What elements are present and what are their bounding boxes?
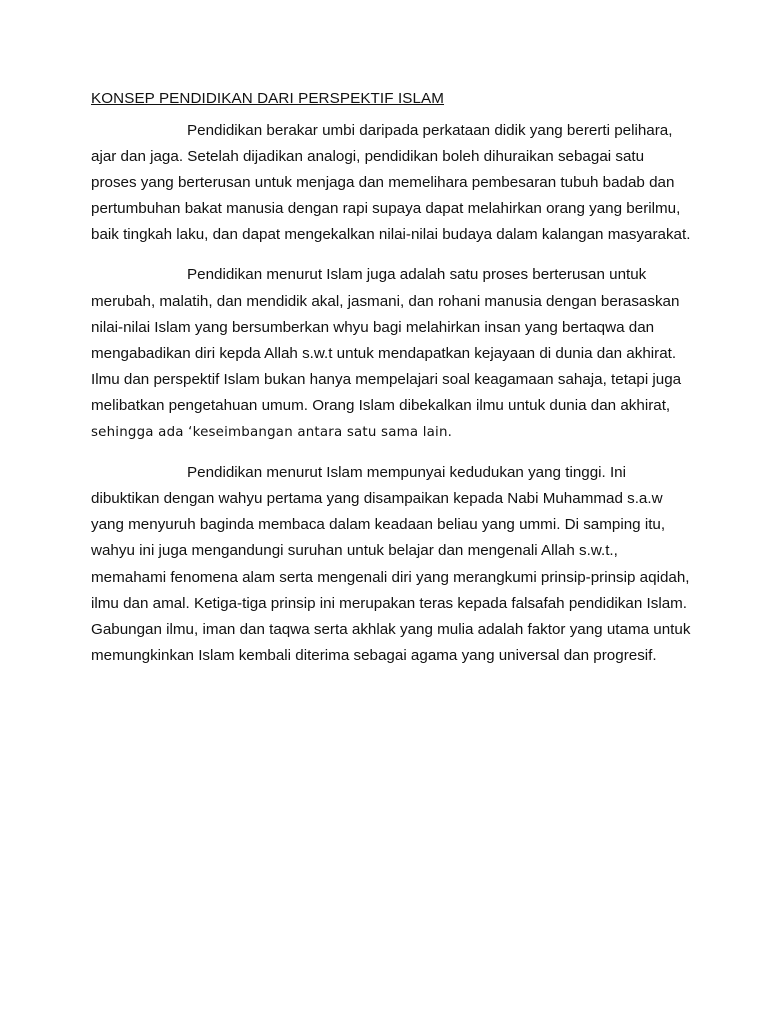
paragraph-2-text: Pendidikan menurut Islam juga adalah satu proses berterusan untuk merubah, malatih, dan mendidik akal, jasmani, dan rohani manusia dengan berasaskan nilai-nilai Islam yang bersumberkan whyu bagi melahirkan insan yang bertaqwa dan mengabadikan diri kepda Allah s.w.t untuk mendapatkan kejayaan di dunia dan akhirat. Ilmu dan perspektif Islam bukan hanya mempelajari soal keagamaan sahaja, tetapi juga melibatkan pengetahuan umum. Orang Islam dibekalkan ilmu untuk dunia dan akhirat, [91,266,682,414]
paragraph-1 [91,118,691,248]
document-title: KONSEP PENDIDIKAN DARI PERSPEKTIF ISLAM [91,90,445,107]
paragraph-2-tail: sehingga ada ‘keseimbangan antara satu sama lain. [91,425,453,441]
paragraph-3-text: Pendidikan menurut Islam mempunyai kedudukan yang tinggi. Ini dibuktikan dengan wahyu pertama yang disampaikan kepada Nabi Muhammad s.a.w yang menyuruh baginda membaca dalam keadaan beliau yang ummi. Di samping itu, wahyu ini juga mengandungi suruhan untuk belajar dan mengenali Allah s.w.t., memahami fenomena alam serta mengenali diri yang merangkumi prinsip-prinsip aqidah, ilmu dan amal. Ketiga-tiga prinsip ini merupakan teras kepada falsafah pendidikan Islam. Gabungan ilmu, iman dan taqwa serta akhlak yang mulia adalah faktor yang utama untuk memungkinkan Islam kembali diterima sebagai agama yang universal dan progresif. [91,464,691,664]
paragraph-3 [91,460,691,669]
paragraph-1-text: Pendidikan berakar umbi daripada perkataan didik yang bererti pelihara, ajar dan jaga. Setelah dijadikan analogi, pendidikan boleh dihuraikan sebagai satu proses yang berterusan untuk menjaga dan memelihara pembesaran tubuh badab dan pertumbuhan bakat manusia dengan rapi supaya dapat melahirkan orang yang berilmu, baik tingkah laku, dan dapat mengekalkan nilai-nilai budaya dalam kalangan masyarakat. [91,122,691,244]
paragraph-2 [91,262,691,446]
document-body [91,86,691,683]
